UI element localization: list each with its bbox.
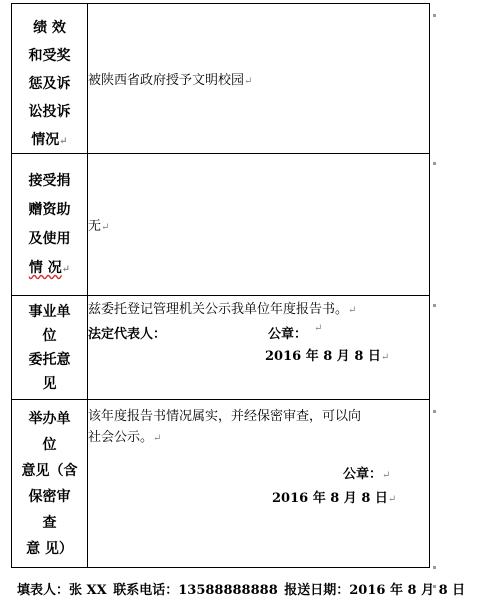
table-row-donations (12, 154, 430, 296)
margin-mark (433, 410, 436, 413)
report-date: 报送日期：2016 年 8 月 8 日 (284, 583, 466, 598)
row-label-sponsor: 举办单 位 意见（含 保密审 查 意 见） (12, 400, 88, 568)
sponsor-date: 2016 年 8 月 8 日 (272, 491, 388, 506)
table-row-awards (12, 4, 430, 154)
margin-mark (433, 162, 436, 165)
table-row-sponsor (12, 400, 430, 568)
row-content-entrust: 兹委托登记管理机关公示我单位年度报告书。↵ 法定代表人： 公章： ↵ 2016 年 8 月 8 日↵ (88, 296, 430, 400)
form-footer (17, 579, 467, 598)
margin-mark (433, 304, 436, 307)
annual-report-table (11, 3, 430, 568)
sponsor-seal-label: 公章： (343, 467, 383, 482)
seal-label: 公章： (268, 327, 308, 342)
row-content-donations: 无↵ (88, 154, 430, 296)
entrust-date: 2016 年 8 月 8 日 (265, 349, 381, 364)
row-content-awards: 被陕西省政府授予文明校园↵ (88, 4, 430, 154)
margin-mark (433, 14, 436, 17)
margin-mark (433, 566, 436, 569)
legal-representative-label: 法定代表人： (88, 327, 167, 342)
filler-name: 填表人：张 XX (17, 583, 107, 598)
table-row-entrust (12, 296, 430, 400)
row-label-donations: 接受捐 赠资助 及使用 情 况↵ (12, 154, 88, 296)
contact-phone: 联系电话：13588888888 (113, 583, 278, 598)
row-content-sponsor: 该年度报告书情况属实，并经保密审查，可以向 社会公示。↵ 公章：↵ 2016 年 8 月 8 日↵ (88, 400, 430, 568)
row-label-entrust: 事业单 位 委托意 见 (12, 296, 88, 400)
row-label-awards: 绩 效 和受奖 惩及诉 讼投诉 情况↵ (12, 4, 88, 154)
